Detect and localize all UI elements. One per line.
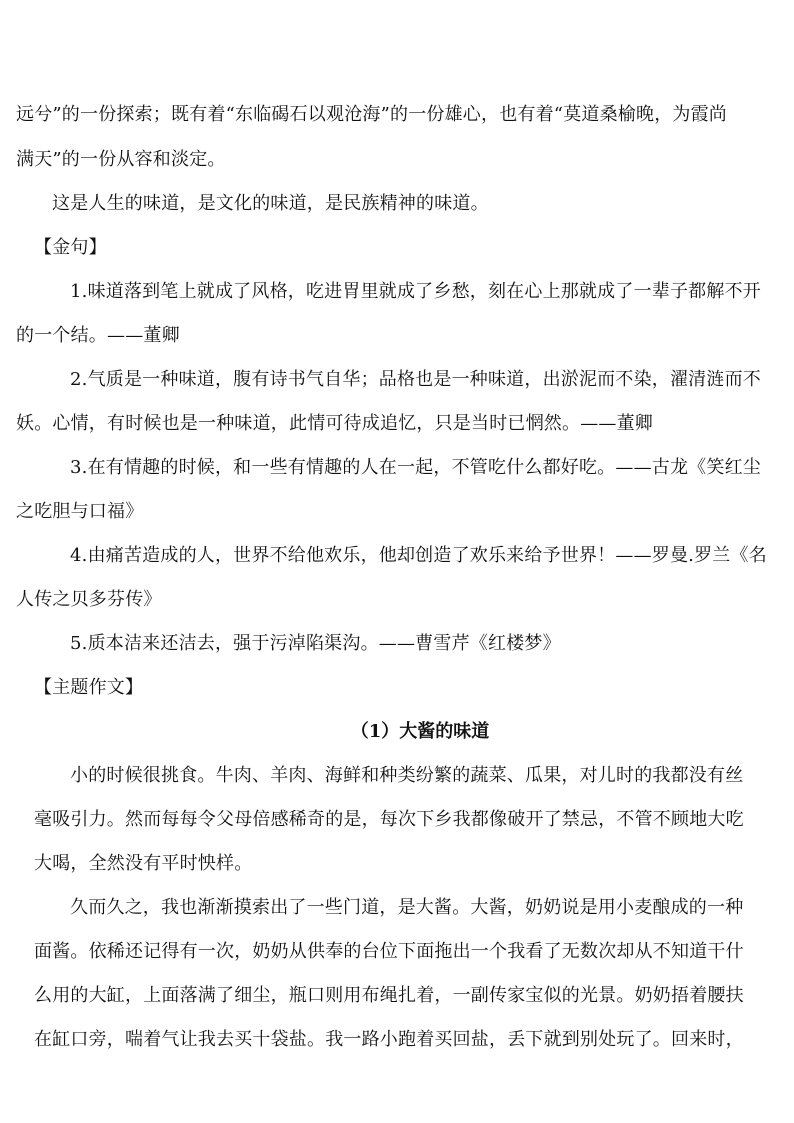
- essay-line: 久而久之，我也渐渐摸索出了一些门道，是大酱。大酱，奶奶说是用小麦酿成的一种: [70, 897, 744, 918]
- essay-title: （1）大酱的味道: [350, 721, 490, 742]
- quotes-heading: 【金句】: [34, 237, 107, 258]
- text-line: 满天”的一份从容和淡定。: [16, 149, 226, 170]
- quote-line: 人传之贝多芬传》: [16, 589, 162, 610]
- essay-heading: 【主题作文】: [34, 677, 144, 698]
- conclusion-paragraph: 这是人生的味道，是文化的味道，是民族精神的味道。: [52, 193, 489, 214]
- essay-line: 小的时候很挑食。牛肉、羊肉、海鲜和种类纷繁的蔬菜、瓜果，对儿时的我都没有丝: [70, 765, 744, 786]
- quote-line: 之吃胆与口福》: [16, 501, 144, 522]
- essay-line: 在缸口旁，喘着气让我去买十袋盐。我一路小跑着买回盐，丢下就到别处玩了。回来时，: [34, 1029, 744, 1050]
- essay-line: 么用的大缸，上面落满了细尘，瓶口则用布绳扎着，一副传家宝似的光景。奶奶捂着腰扶: [34, 985, 744, 1006]
- quote-line: 妖。心情，有时候也是一种味道，此情可待成追忆，只是当时已惘然。——董卿: [16, 413, 653, 434]
- essay-line: 大喝，全然没有平时怏样。: [34, 853, 253, 874]
- quote-line: 5.质本洁来还洁去，强于污淖陷渠沟。——曹雪芹《红楼梦》: [70, 633, 561, 654]
- text-line: 远兮”的一份探索；既有着“东临碣石以观沧海”的一份雄心，也有着“莫道桑榆晚，为霞尚: [16, 104, 728, 125]
- quote-line: 的一个结。——董卿: [16, 325, 180, 346]
- quote-line: 4.由痛苦造成的人，世界不给他欢乐，他却创造了欢乐来给予世界！——罗曼.罗兰《名: [70, 545, 767, 566]
- essay-line: 毫吸引力。然而每每令父母倍感稀奇的是，每次下乡我都像破开了禁忌，不管不顾地大吃: [34, 809, 744, 830]
- quote-line: 2.气质是一种味道，腹有诗书气自华；品格也是一种味道，出淤泥而不染，濯清涟而不: [70, 369, 761, 390]
- quote-line: 1.味道落到笔上就成了风格，吃进胃里就成了乡愁，刻在心上那就成了一辈子都解不开: [70, 281, 761, 302]
- quote-line: 3.在有情趣的时候，和一些有情趣的人在一起，不管吃什么都好吃。——古龙《笑红尘: [70, 457, 761, 478]
- essay-line: 面酱。依稀还记得有一次，奶奶从供奉的台位下面拖出一个我看了无数次却从不知道干什: [34, 941, 744, 962]
